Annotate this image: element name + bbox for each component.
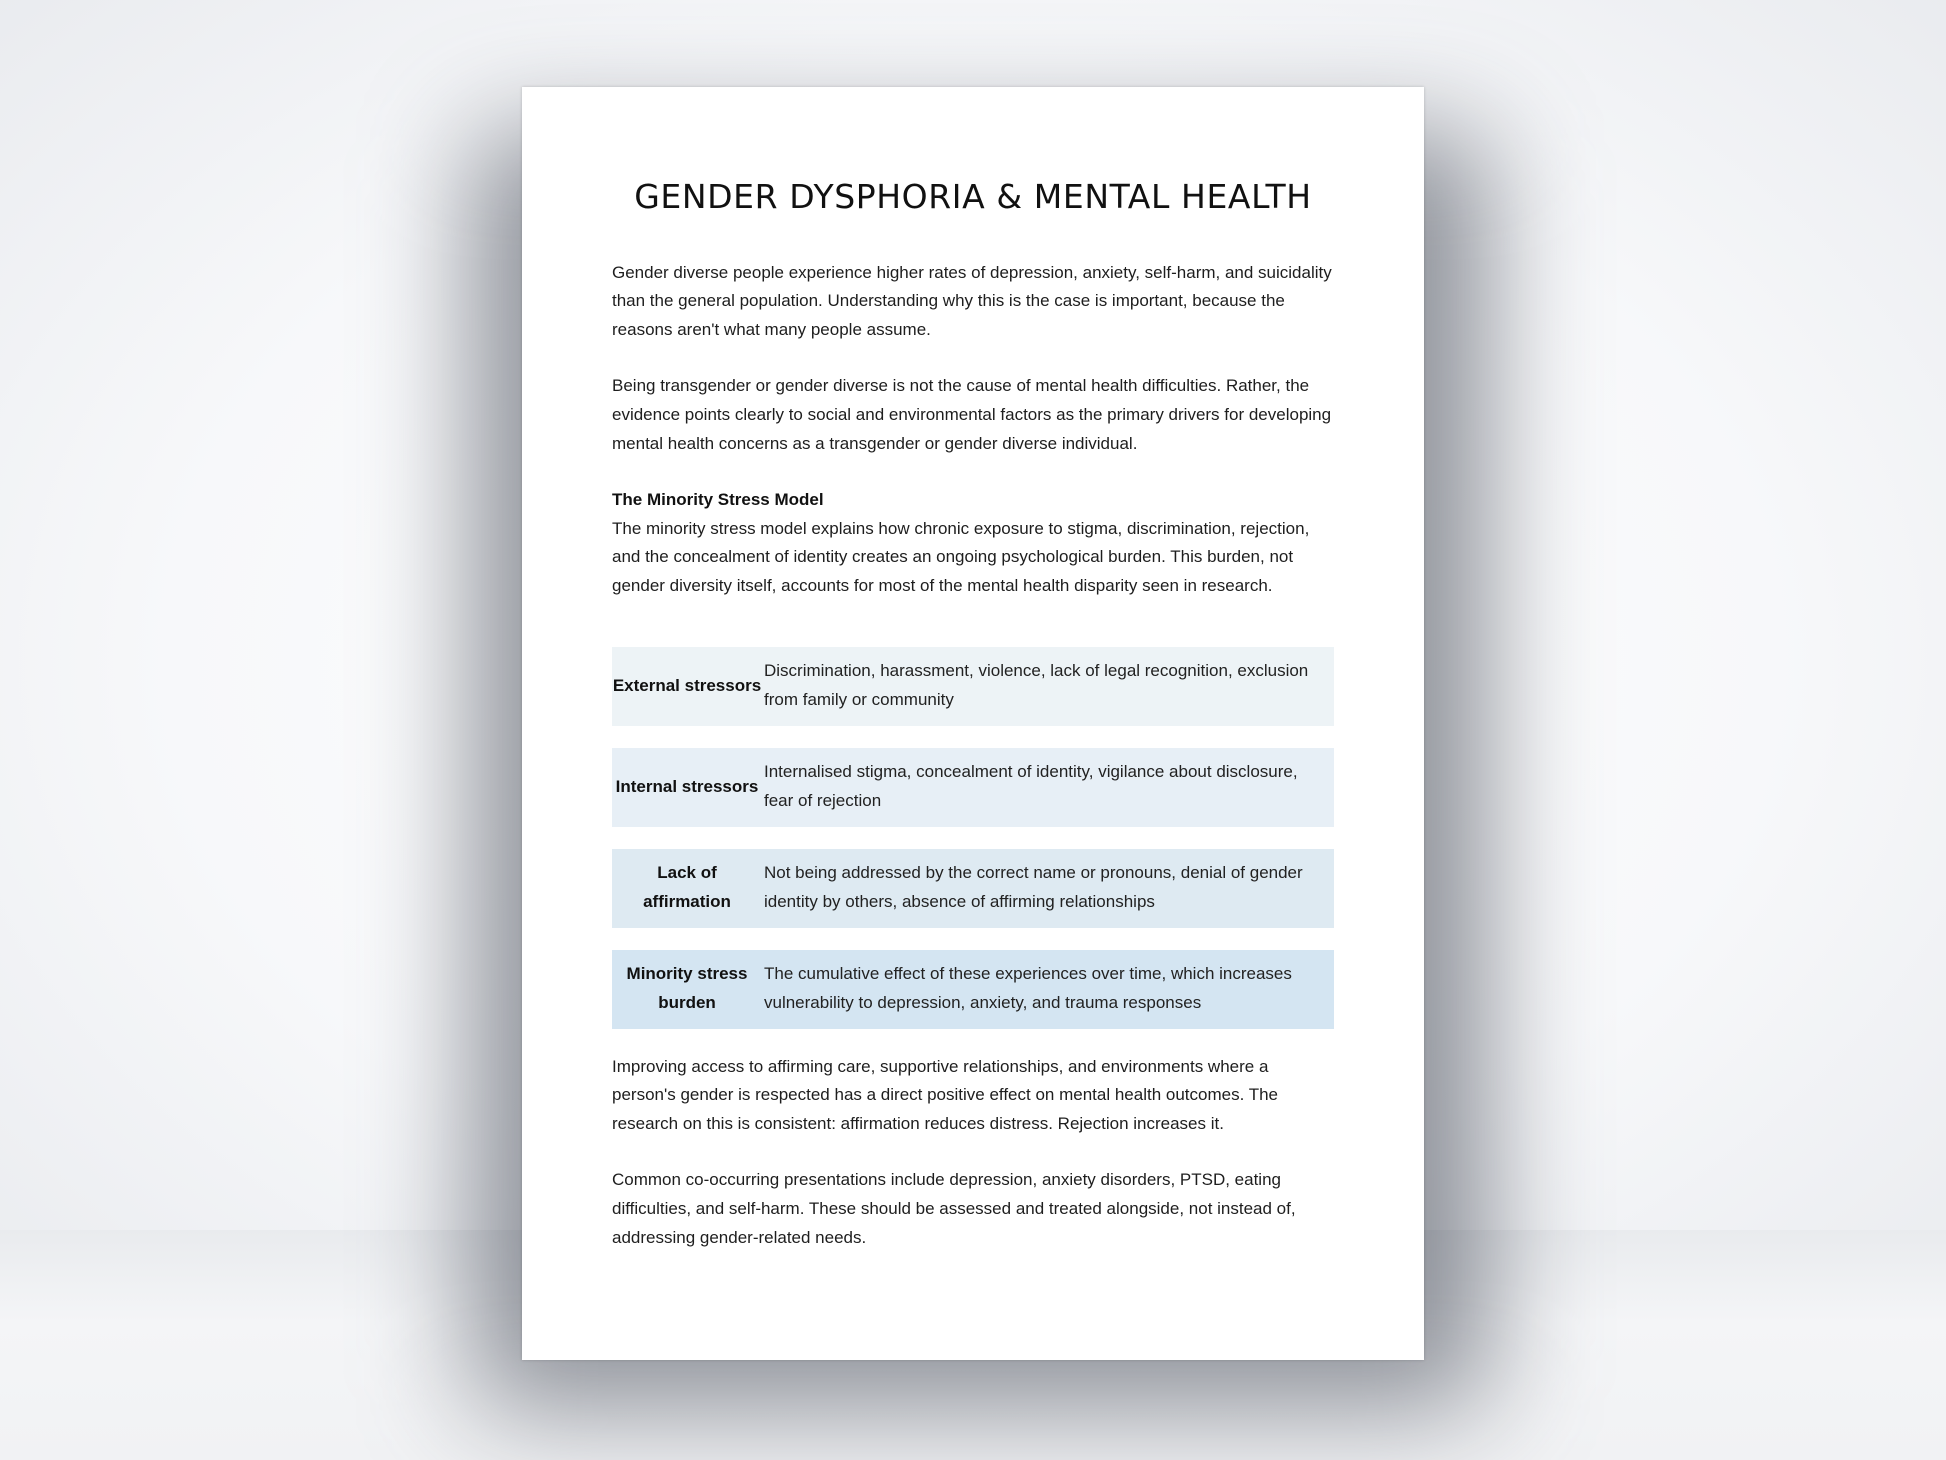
document-page <box>522 87 1424 1360</box>
page-title: GENDER DYSPHORIA & MENTAL HEALTH <box>634 177 1312 216</box>
model-paragraph: The minority stress model explains how chronic exposure to stigma, discrimination, rejection, and the concealment of identity creates an ongoing psychological burden. This burden, not gender diversity itself, accounts for most of the mental health disparity seen in research. <box>612 518 1310 595</box>
stressor-label: External stressors <box>612 675 762 695</box>
stressor-row-external <box>612 647 1334 726</box>
stressor-row-affirmation <box>612 849 1334 928</box>
stressor-label: Internal stressors <box>615 776 759 796</box>
stressor-label: Lack of affirmation <box>643 863 731 912</box>
outro-paragraph-1: Improving access to affirming care, supportive relationships, and environments where a person's gender is respected has a direct positive effect on mental health outcomes. The research on this is consistent: affirmation reduces distress. Rejection increases it. <box>612 1056 1279 1133</box>
section-heading: The Minority Stress Model <box>612 490 824 510</box>
stressor-row-internal <box>612 748 1334 827</box>
intro-paragraph-2: Being transgender or gender diverse is not the cause of mental health difficulties. Rather, the evidence points clearly to social and environmental factors as the primary drivers for developing mental health concerns as a transgender or gender diverse individual. <box>612 376 1332 453</box>
stressor-row-burden <box>612 950 1334 1029</box>
outro-paragraph-2: Common co-occurring presentations include depression, anxiety disorders, PTSD, eating difficulties, and self-harm. These should be assessed and treated alongside, not instead of, addressing gender-related needs. <box>612 1170 1296 1247</box>
stressor-label: Minority stress burden <box>626 964 748 1013</box>
stressor-description: Internalised stigma, concealment of identity, vigilance about disclosure, fear of rejection <box>764 762 1298 811</box>
intro-paragraph-1: Gender diverse people experience higher rates of depression, anxiety, self-harm, and suicidality than the general population. Understanding why this is the case is important, because the reasons aren't what many people assume. <box>612 262 1332 339</box>
stressor-description: Discrimination, harassment, violence, lack of legal recognition, exclusion from family or community <box>764 661 1309 710</box>
stressor-description: The cumulative effect of these experiences over time, which increases vulnerability to depression, anxiety, and trauma responses <box>764 964 1292 1013</box>
stressor-description: Not being addressed by the correct name or pronouns, denial of gender identity by others, absence of affirming relationships <box>764 863 1303 912</box>
stressor-table <box>612 647 1334 1029</box>
